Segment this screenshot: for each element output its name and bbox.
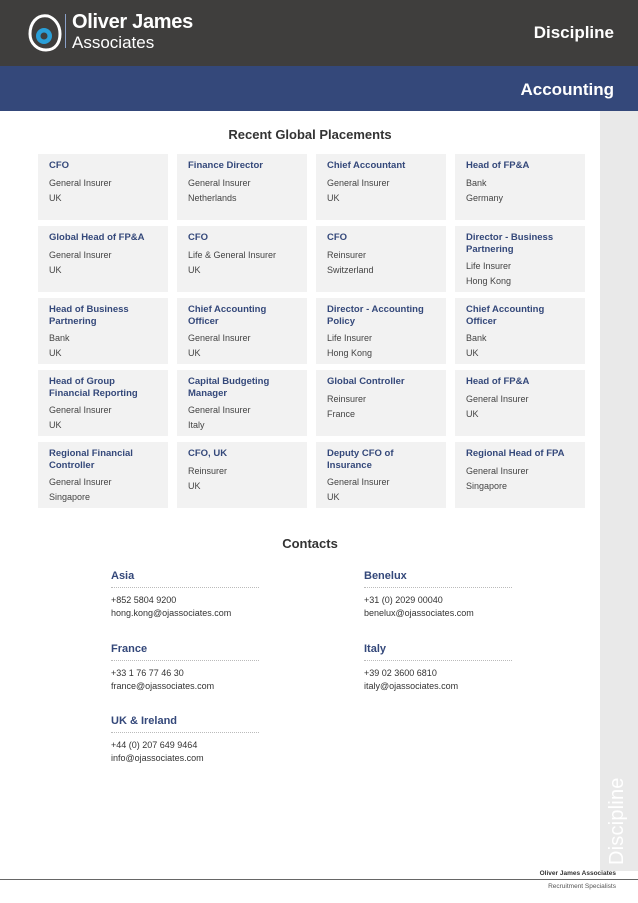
- placement-sector: General Insurer: [466, 393, 529, 404]
- placement-location: Germany: [466, 192, 504, 203]
- logo-mark-icon: [28, 12, 62, 52]
- contact-phone[interactable]: +33 1 76 77 46 30: [111, 668, 184, 678]
- contact-region: Asia: [111, 570, 259, 588]
- placement-card: [38, 226, 168, 292]
- side-panel: [600, 111, 638, 871]
- placement-role: CFO: [327, 232, 348, 243]
- placement-role: Chief Accountant: [327, 160, 406, 171]
- contact-info: [111, 594, 259, 620]
- contact-block: [364, 643, 512, 693]
- placement-sector: General Insurer: [466, 465, 529, 476]
- company-logo[interactable]: [72, 11, 193, 52]
- placement-location: Hong Kong: [466, 276, 512, 286]
- placement-sector: General Insurer: [49, 405, 112, 415]
- placement-location: UK: [327, 192, 340, 203]
- department-heading: Accounting: [520, 80, 614, 99]
- contact-block: [111, 570, 259, 620]
- placement-role: CFO: [188, 232, 209, 243]
- placement-location: UK: [49, 264, 62, 275]
- placement-role: Deputy CFO of Insurance: [327, 448, 394, 471]
- placement-sector: General Insurer: [188, 333, 251, 343]
- placement-role: Head of FP&A: [466, 376, 530, 387]
- placement-role: Chief Accounting Officer: [466, 304, 545, 327]
- placement-card: [455, 442, 585, 508]
- placement-role: Chief Accounting Officer: [188, 304, 267, 327]
- placement-sector: General Insurer: [49, 177, 112, 188]
- contact-block: [364, 570, 512, 620]
- placement-role: CFO: [49, 160, 70, 171]
- placement-location: Hong Kong: [327, 348, 373, 358]
- contact-info: [111, 739, 259, 765]
- placement-location: Singapore: [466, 480, 508, 491]
- contact-region: Italy: [364, 643, 512, 661]
- placement-sector: Reinsurer: [327, 249, 367, 260]
- placement-card: [455, 226, 585, 292]
- discipline-heading: Discipline: [533, 23, 614, 42]
- placement-location: UK: [49, 348, 62, 358]
- placement-role: Director - Accounting Policy: [327, 304, 424, 327]
- placement-location: Italy: [188, 420, 205, 430]
- contacts-title: Contacts: [282, 536, 338, 551]
- contact-email[interactable]: france@ojassociates.com: [111, 681, 215, 691]
- contact-info: [364, 667, 512, 693]
- placement-location: UK: [466, 348, 479, 358]
- contact-region: Benelux: [364, 570, 512, 588]
- contact-block: [111, 643, 259, 693]
- contact-email[interactable]: hong.kong@ojassociates.com: [111, 608, 232, 618]
- placement-role: CFO, UK: [188, 448, 228, 459]
- placement-card: [177, 370, 307, 436]
- placement-card: [316, 154, 446, 220]
- placement-location: UK: [327, 492, 340, 502]
- placement-card: [316, 298, 446, 364]
- footer-divider: [0, 879, 638, 880]
- placement-role: Global Controller: [327, 376, 405, 387]
- footer-company: Oliver James Associates: [539, 870, 616, 877]
- side-discipline-label: Discipline: [606, 777, 628, 865]
- placement-role: Global Head of FP&A: [49, 232, 145, 243]
- placement-card: [316, 442, 446, 508]
- placement-location: UK: [466, 408, 479, 419]
- placement-role: Regional Financial Controller: [49, 448, 133, 471]
- contact-phone[interactable]: +44 (0) 207 649 9464: [111, 740, 198, 750]
- placement-sector: Reinsurer: [327, 393, 367, 404]
- placement-location: UK: [188, 480, 201, 491]
- contact-email[interactable]: info@ojassociates.com: [111, 753, 204, 763]
- placement-role: Capital Budgeting Manager: [188, 376, 270, 399]
- placement-card: [316, 226, 446, 292]
- logo-divider: [65, 14, 66, 48]
- placement-location: UK: [49, 420, 62, 430]
- placement-card: [38, 154, 168, 220]
- placement-sector: General Insurer: [49, 249, 112, 260]
- placements-title: Recent Global Placements: [228, 127, 392, 142]
- placement-sector: Life Insurer: [327, 333, 373, 343]
- footer-tagline: Recruitment Specialists: [548, 883, 616, 890]
- placement-card: [38, 370, 168, 436]
- logo-subtitle: Associates: [72, 33, 155, 52]
- logo-name: Oliver James: [72, 11, 193, 33]
- placement-card: [38, 298, 168, 364]
- placement-card: [177, 154, 307, 220]
- placement-card: [177, 442, 307, 508]
- placement-role: Head of Group Financial Reporting: [49, 376, 138, 399]
- placement-location: Netherlands: [188, 192, 237, 203]
- placement-card: [316, 370, 446, 436]
- placement-sector: General Insurer: [188, 405, 251, 415]
- contact-phone[interactable]: +39 02 3600 6810: [364, 668, 437, 678]
- placement-location: UK: [188, 348, 201, 358]
- placement-card: [455, 298, 585, 364]
- placement-location: UK: [49, 192, 62, 203]
- placement-card: [177, 226, 307, 292]
- placement-sector: Life & General Insurer: [188, 249, 277, 260]
- placement-card: [455, 370, 585, 436]
- contact-info: [364, 594, 512, 620]
- contact-block: [111, 715, 259, 765]
- contact-email[interactable]: benelux@ojassociates.com: [364, 608, 474, 618]
- placement-location: France: [327, 408, 356, 419]
- placement-sector: General Insurer: [327, 177, 390, 188]
- placement-sector: General Insurer: [188, 177, 251, 188]
- placement-role: Head of Business Partnering: [49, 304, 129, 327]
- placement-sector: Bank: [466, 333, 487, 343]
- contact-phone[interactable]: +31 (0) 2029 00040: [364, 595, 443, 605]
- placement-card: [455, 154, 585, 220]
- contact-region: UK & Ireland: [111, 715, 259, 733]
- placement-sector: Life Insurer: [466, 261, 512, 271]
- placement-role: Head of FP&A: [466, 160, 530, 171]
- placement-sector: General Insurer: [327, 477, 390, 487]
- placement-card: [177, 298, 307, 364]
- placement-role: Director - Business Partnering: [466, 232, 554, 255]
- placement-sector: Bank: [49, 333, 70, 343]
- placement-card: [38, 442, 168, 508]
- contact-info: [111, 667, 259, 693]
- contact-email[interactable]: italy@ojassociates.com: [364, 681, 459, 691]
- placement-sector: General Insurer: [49, 477, 112, 487]
- contact-region: France: [111, 643, 259, 661]
- placement-location: Switzerland: [327, 264, 374, 275]
- placement-location: Singapore: [49, 492, 91, 502]
- placement-role: Finance Director: [188, 160, 263, 171]
- placement-sector: Bank: [466, 177, 487, 188]
- placement-role: Regional Head of FPA: [466, 448, 565, 459]
- placement-sector: Reinsurer: [188, 465, 228, 476]
- placement-location: UK: [188, 264, 201, 275]
- contact-phone[interactable]: +852 5804 9200: [111, 595, 177, 605]
